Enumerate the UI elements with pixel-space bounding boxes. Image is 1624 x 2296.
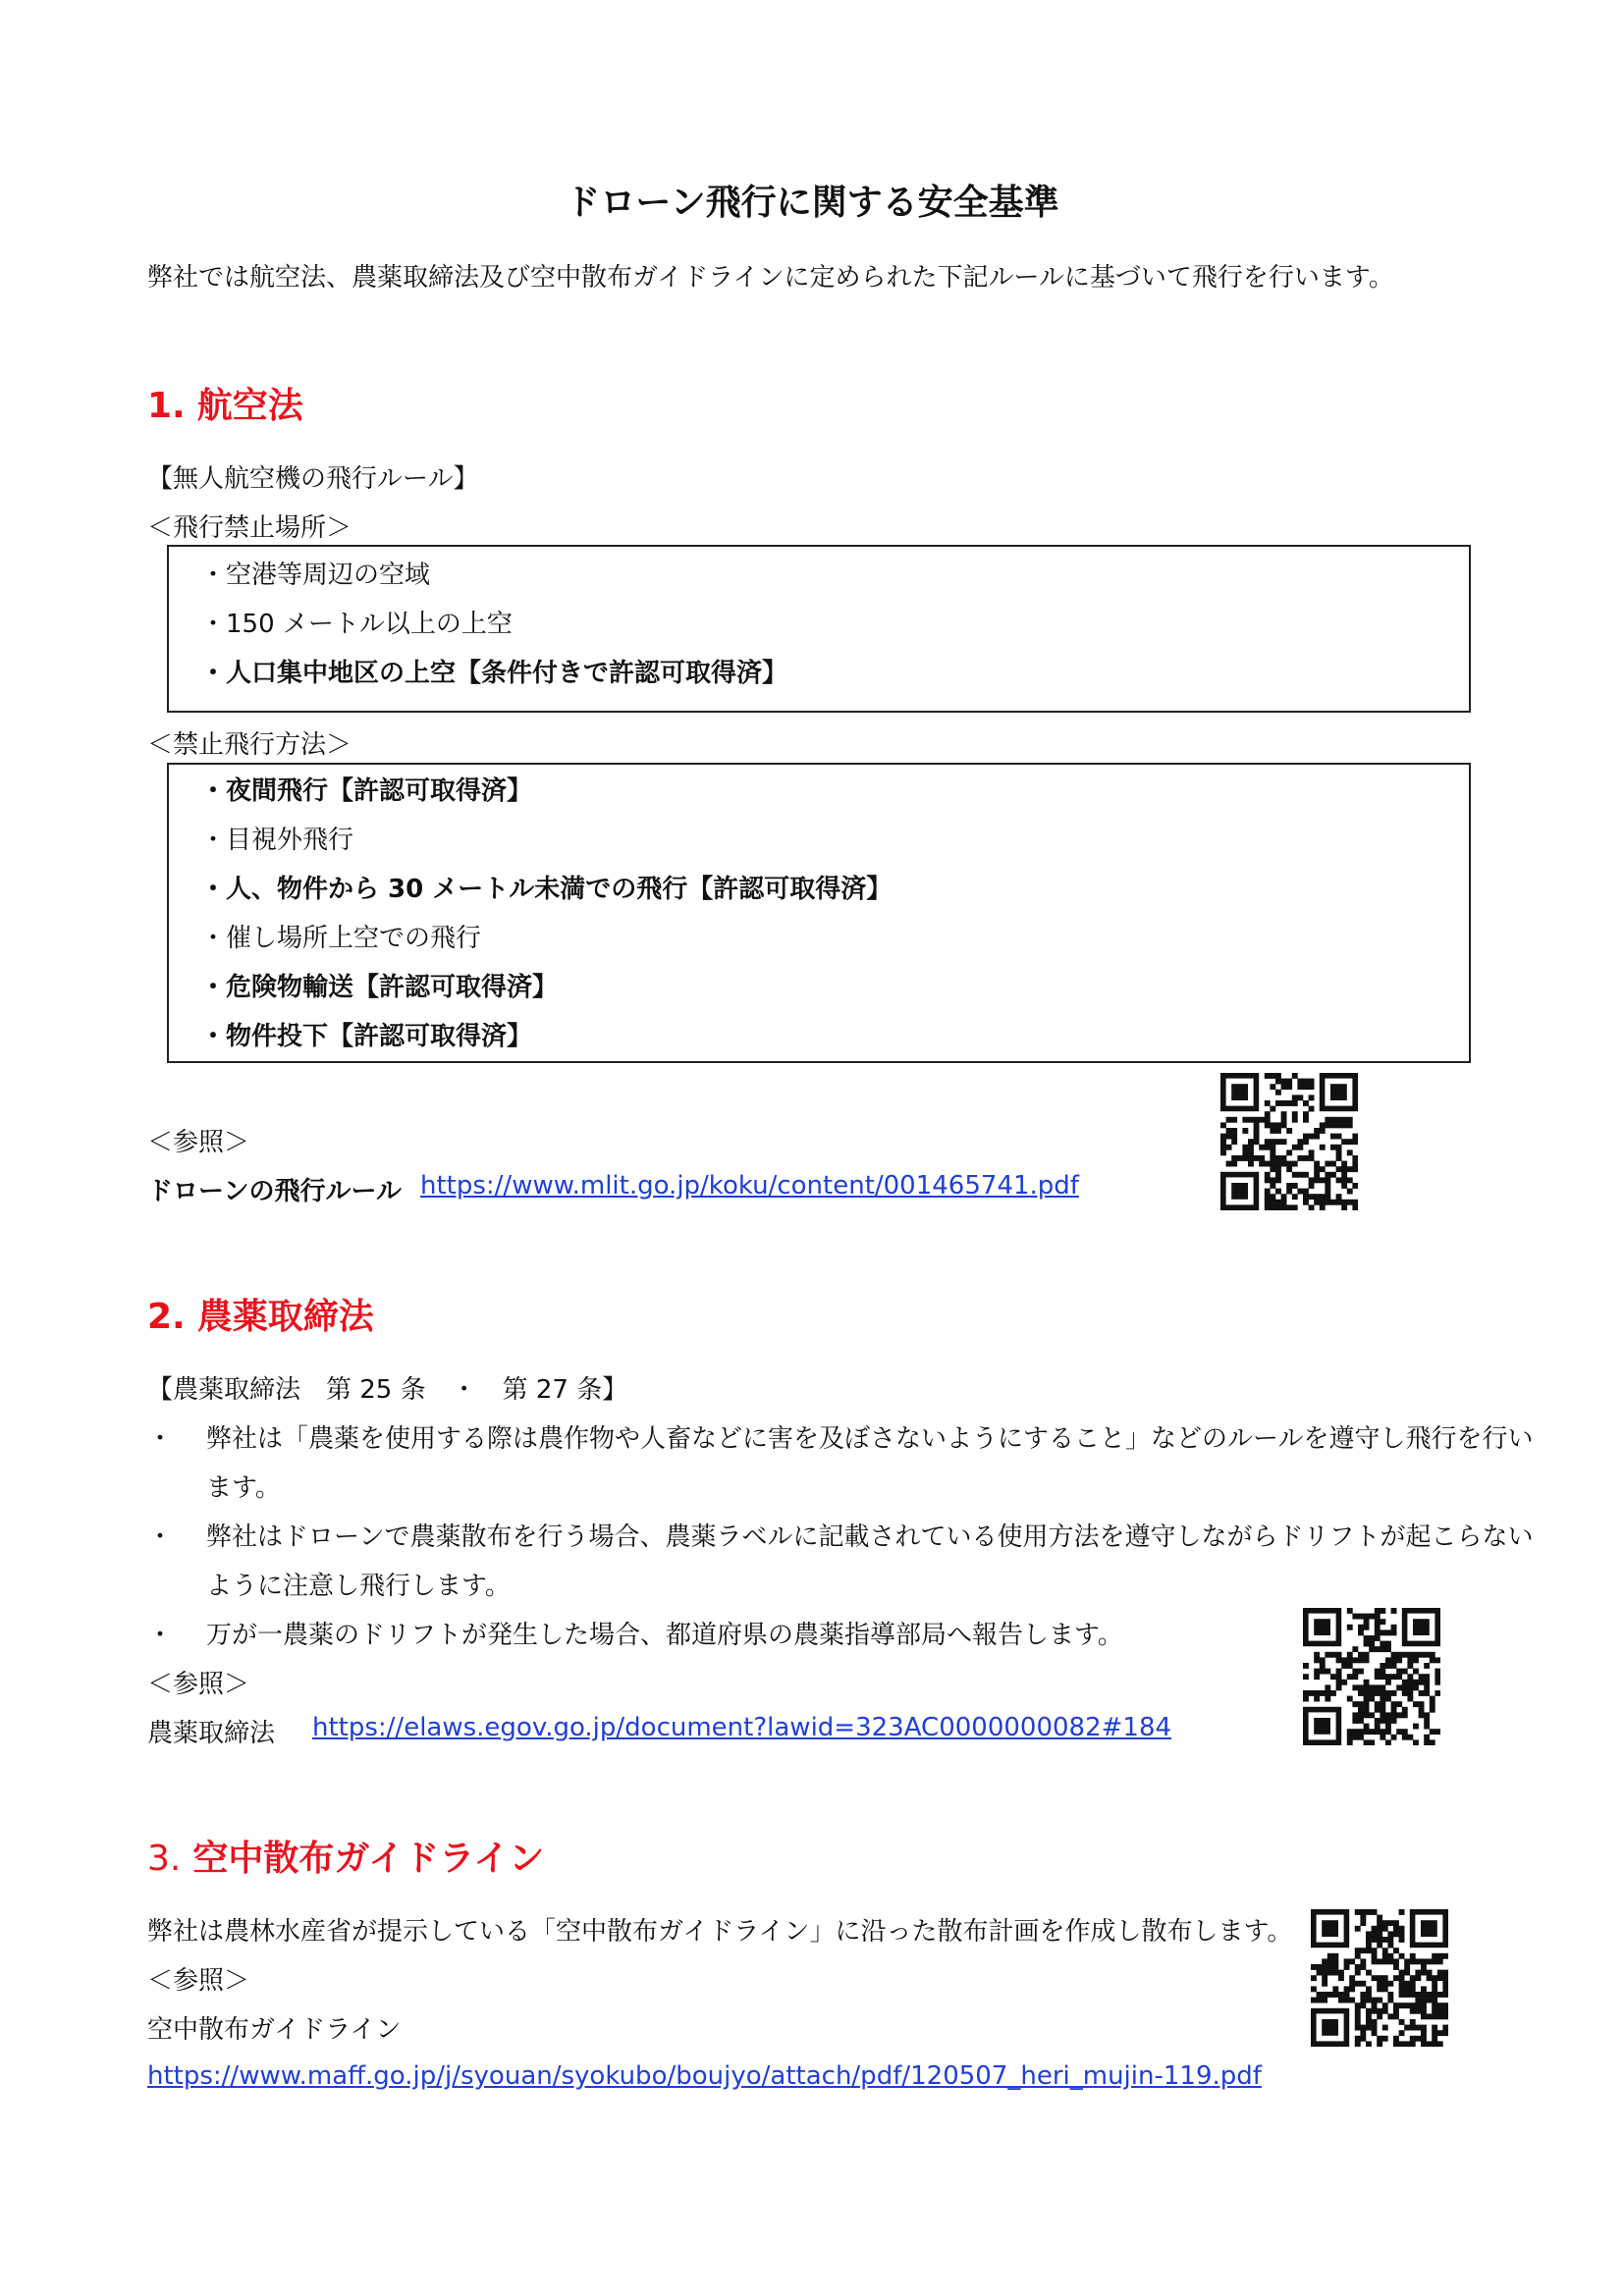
list-item: ・空港等周辺の空域	[200, 561, 431, 590]
prohibited-methods-box	[167, 763, 1471, 1063]
section-1-title: 航空法	[196, 386, 303, 426]
qr-code-icon	[1220, 1073, 1358, 1210]
list-item: ・人、物件から 30 メートル未満での飛行【許認可取得済】	[200, 875, 893, 904]
page-title: ドローン飛行に関する安全基準	[565, 183, 1059, 223]
list-item: ・催し場所上空での飛行	[200, 924, 482, 953]
prohibited-methods-label: ＜禁止飛行方法＞	[147, 730, 352, 760]
list-item: ・目視外飛行	[200, 826, 354, 855]
section-2-title: 農薬取締法	[196, 1297, 374, 1337]
bullet-mark: ・	[147, 1424, 174, 1454]
section-3-text: 弊社は農林水産省が提示している「空中散布ガイドライン」に沿った散布計画を作成し散布します。	[147, 1917, 1293, 1947]
bullet-text: ます。	[206, 1473, 281, 1503]
bullet-text: 弊社はドローンで農薬散布を行う場合、農薬ラベルに記載されている使用方法を遵守しながらドリフトが起こらない	[206, 1522, 1534, 1552]
reference-link[interactable]: https://elaws.egov.go.jp/document?lawid=323AC0000000082#184	[312, 1713, 1172, 1742]
section-3-title: 空中散布ガイドライン	[192, 1839, 545, 1879]
reference-name: ドローンの飛行ルール	[147, 1177, 402, 1206]
section-3-number: 3.	[147, 1839, 182, 1879]
bullet-text: 万が一農薬のドリフトが発生した場合、都道府県の農薬指導部局へ報告します。	[206, 1621, 1123, 1650]
reference-name: 農薬取締法	[147, 1719, 276, 1748]
list-item: ・物件投下【許認可取得済】	[200, 1022, 533, 1051]
reference-link[interactable]: https://www.mlit.go.jp/koku/content/001465741.pdf	[420, 1171, 1079, 1201]
reference-name: 空中散布ガイドライン	[147, 2015, 402, 2045]
qr-code-icon	[1311, 1909, 1448, 2047]
reference-label: ＜参照＞	[147, 1966, 250, 1996]
intro-text: 弊社では航空法、農薬取締法及び空中散布ガイドラインに定められた下記ルールに基づいて飛行を行います。	[147, 263, 1394, 293]
prohibited-places-label: ＜飛行禁止場所＞	[147, 513, 352, 543]
bullet-text: 弊社は「農薬を使用する際は農作物や人畜などに害を及ぼさないようにすること」などのルールを遵守し飛行を行い	[206, 1424, 1534, 1454]
reference-label: ＜参照＞	[147, 1670, 250, 1699]
reference-label: ＜参照＞	[147, 1128, 250, 1157]
list-item: ・夜間飛行【許認可取得済】	[200, 776, 533, 806]
list-item: ・危険物輸送【許認可取得済】	[200, 973, 559, 1002]
reference-link[interactable]: https://www.maff.go.jp/j/syouan/syokubo/boujyo/attach/pdf/120507_heri_mujin-119.pdf	[147, 2061, 1262, 2091]
prohibited-places-box	[167, 545, 1471, 713]
list-item: ・人口集中地区の上空【条件付きで許認可取得済】	[200, 659, 788, 688]
section-1-number: 1.	[147, 386, 186, 426]
section-2-subheading: 【農薬取締法 第 25 条 ・ 第 27 条】	[147, 1375, 628, 1405]
bullet-mark: ・	[147, 1621, 174, 1650]
list-item: ・150 メートル以上の上空	[200, 610, 513, 639]
qr-code-icon	[1303, 1608, 1440, 1745]
bullet-mark: ・	[147, 1522, 174, 1552]
section-3-heading	[147, 1831, 544, 1881]
bullet-text: ように注意し飛行します。	[206, 1572, 511, 1601]
section-1-subheading: 【無人航空機の飛行ルール】	[147, 464, 479, 494]
section-2-number: 2.	[147, 1297, 186, 1337]
section-1-heading	[147, 378, 303, 428]
section-2-heading	[147, 1289, 374, 1339]
